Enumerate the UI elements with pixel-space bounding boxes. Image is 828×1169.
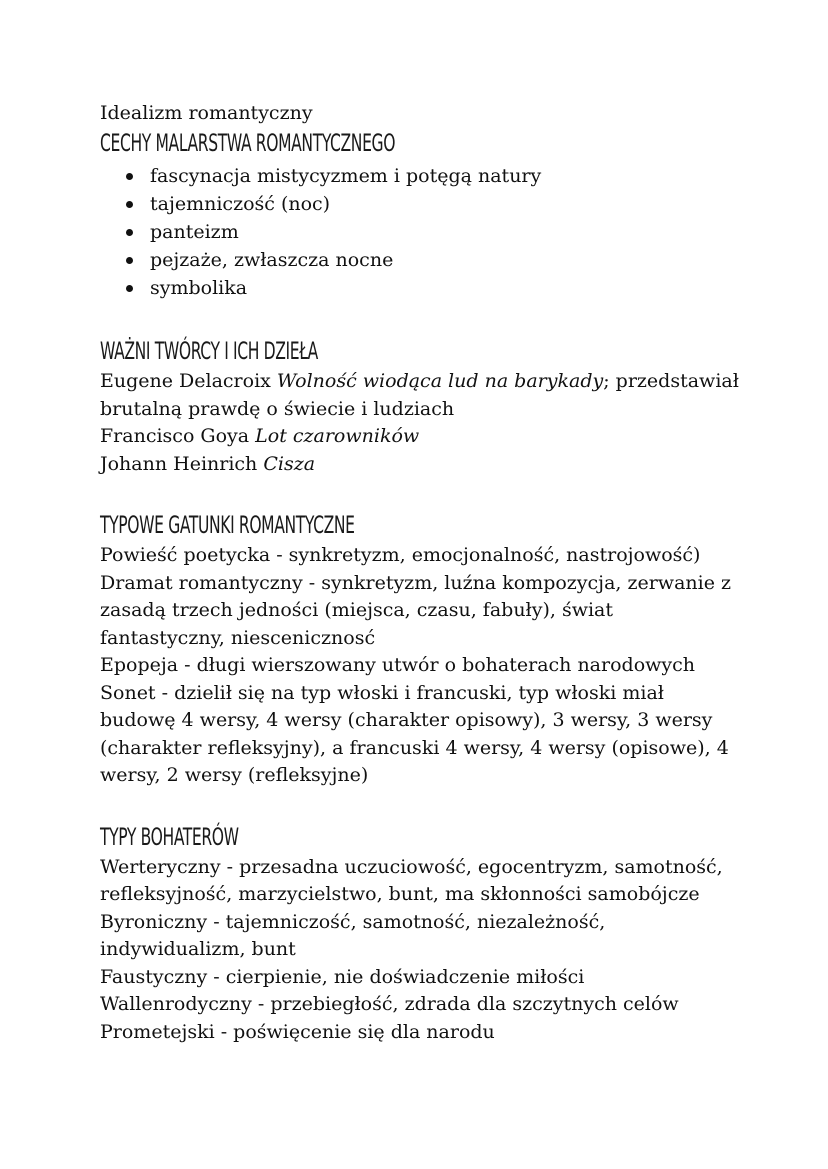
section-heading-genres: TYPOWE GATUNKI ROMANTYCZNE <box>100 511 355 539</box>
bullet-icon <box>126 229 133 236</box>
artist-note: ; przedstawiał brutalną prawdę o świecie i ludziach <box>100 370 739 420</box>
list-item <box>126 218 740 246</box>
list-item <box>126 162 740 190</box>
hero-type-paragraph: Byroniczny - tajemniczość, samotność, niezależność, indywidualizm, bunt <box>100 910 606 960</box>
list-item-text: fascynacja mistycyzmem i potęgą natury <box>150 165 542 187</box>
artwork-title: Wolność wiodąca lud na barykady <box>276 370 604 392</box>
genre-paragraph: Powieść poetycka - synkretyzm, emocjonalność, nastrojowość) <box>100 544 701 566</box>
painting-features-list <box>100 162 740 302</box>
hero-type-paragraph: Wallenrodyczny - przebiegłość, zdrada dla szczytnych celów <box>100 993 679 1015</box>
list-item <box>126 246 740 274</box>
section-heading-hero-types: TYPY BOHATERÓW <box>100 822 239 851</box>
artist-entry <box>100 368 740 423</box>
genre-paragraph: Dramat romantyczny - synkretyzm, luźna kompozycja, zerwanie z zasadą trzech jedności (miejsca, czasu, fabuły), świat fantastyczny, niescenicznosć <box>100 571 732 649</box>
hero-type-paragraph: Faustyczny - cierpienie, nie doświadczenie miłości <box>100 965 585 988</box>
section-heading-painting-features: CECHY MALARSTWA ROMANTYCZNEGO <box>100 129 396 157</box>
bullet-icon <box>126 201 133 208</box>
list-item-text: pejzaże, zwłaszcza nocne <box>150 249 394 271</box>
artist-name: Johann Heinrich <box>100 452 264 475</box>
list-item <box>126 190 740 218</box>
bullet-icon <box>126 285 133 292</box>
hero-type-paragraph: Werteryczny - przesadna uczuciowość, egocentryzm, samotność, refleksyjność, marzycielstwo, bunt, ma skłonności samobójcze <box>100 855 723 905</box>
bullet-icon <box>126 173 133 180</box>
section-heading-artists: WAŻNI TWÓRCY I ICH DZIEŁA <box>100 337 318 365</box>
list-item-text: panteizm <box>150 221 239 243</box>
hero-type-paragraph: Prometejski - poświęcenie się dla narodu <box>100 1020 495 1043</box>
list-item-text: symbolika <box>150 277 248 299</box>
list-item-text: tajemniczość (noc) <box>150 193 331 215</box>
document-title: Idealizm romantyczny <box>100 102 313 124</box>
artist-name: Francisco Goya <box>100 425 256 447</box>
artist-name: Eugene Delacroix <box>100 370 277 392</box>
artist-entry <box>100 423 740 451</box>
artwork-title: Lot czarowników <box>255 425 420 447</box>
genre-paragraph: Epopeja - długi wierszowany utwór o bohaterach narodowych <box>100 654 696 676</box>
artwork-title: Cisza <box>263 452 316 475</box>
genre-paragraph: Sonet - dzielił się na typ włoski i francuski, typ włoski miał budowę 4 wersy, 4 wersy (charakter opisowy), 3 wersy, 3 wersy (charakter refleksyjny), a francuski 4 wersy, 4 wersy (opisowe), 4 wersy, 2 wersy (refleksyjne) <box>100 681 729 786</box>
list-item <box>126 274 740 302</box>
document-content <box>100 100 740 1046</box>
bullet-icon <box>126 257 133 264</box>
artist-entry <box>100 451 740 479</box>
